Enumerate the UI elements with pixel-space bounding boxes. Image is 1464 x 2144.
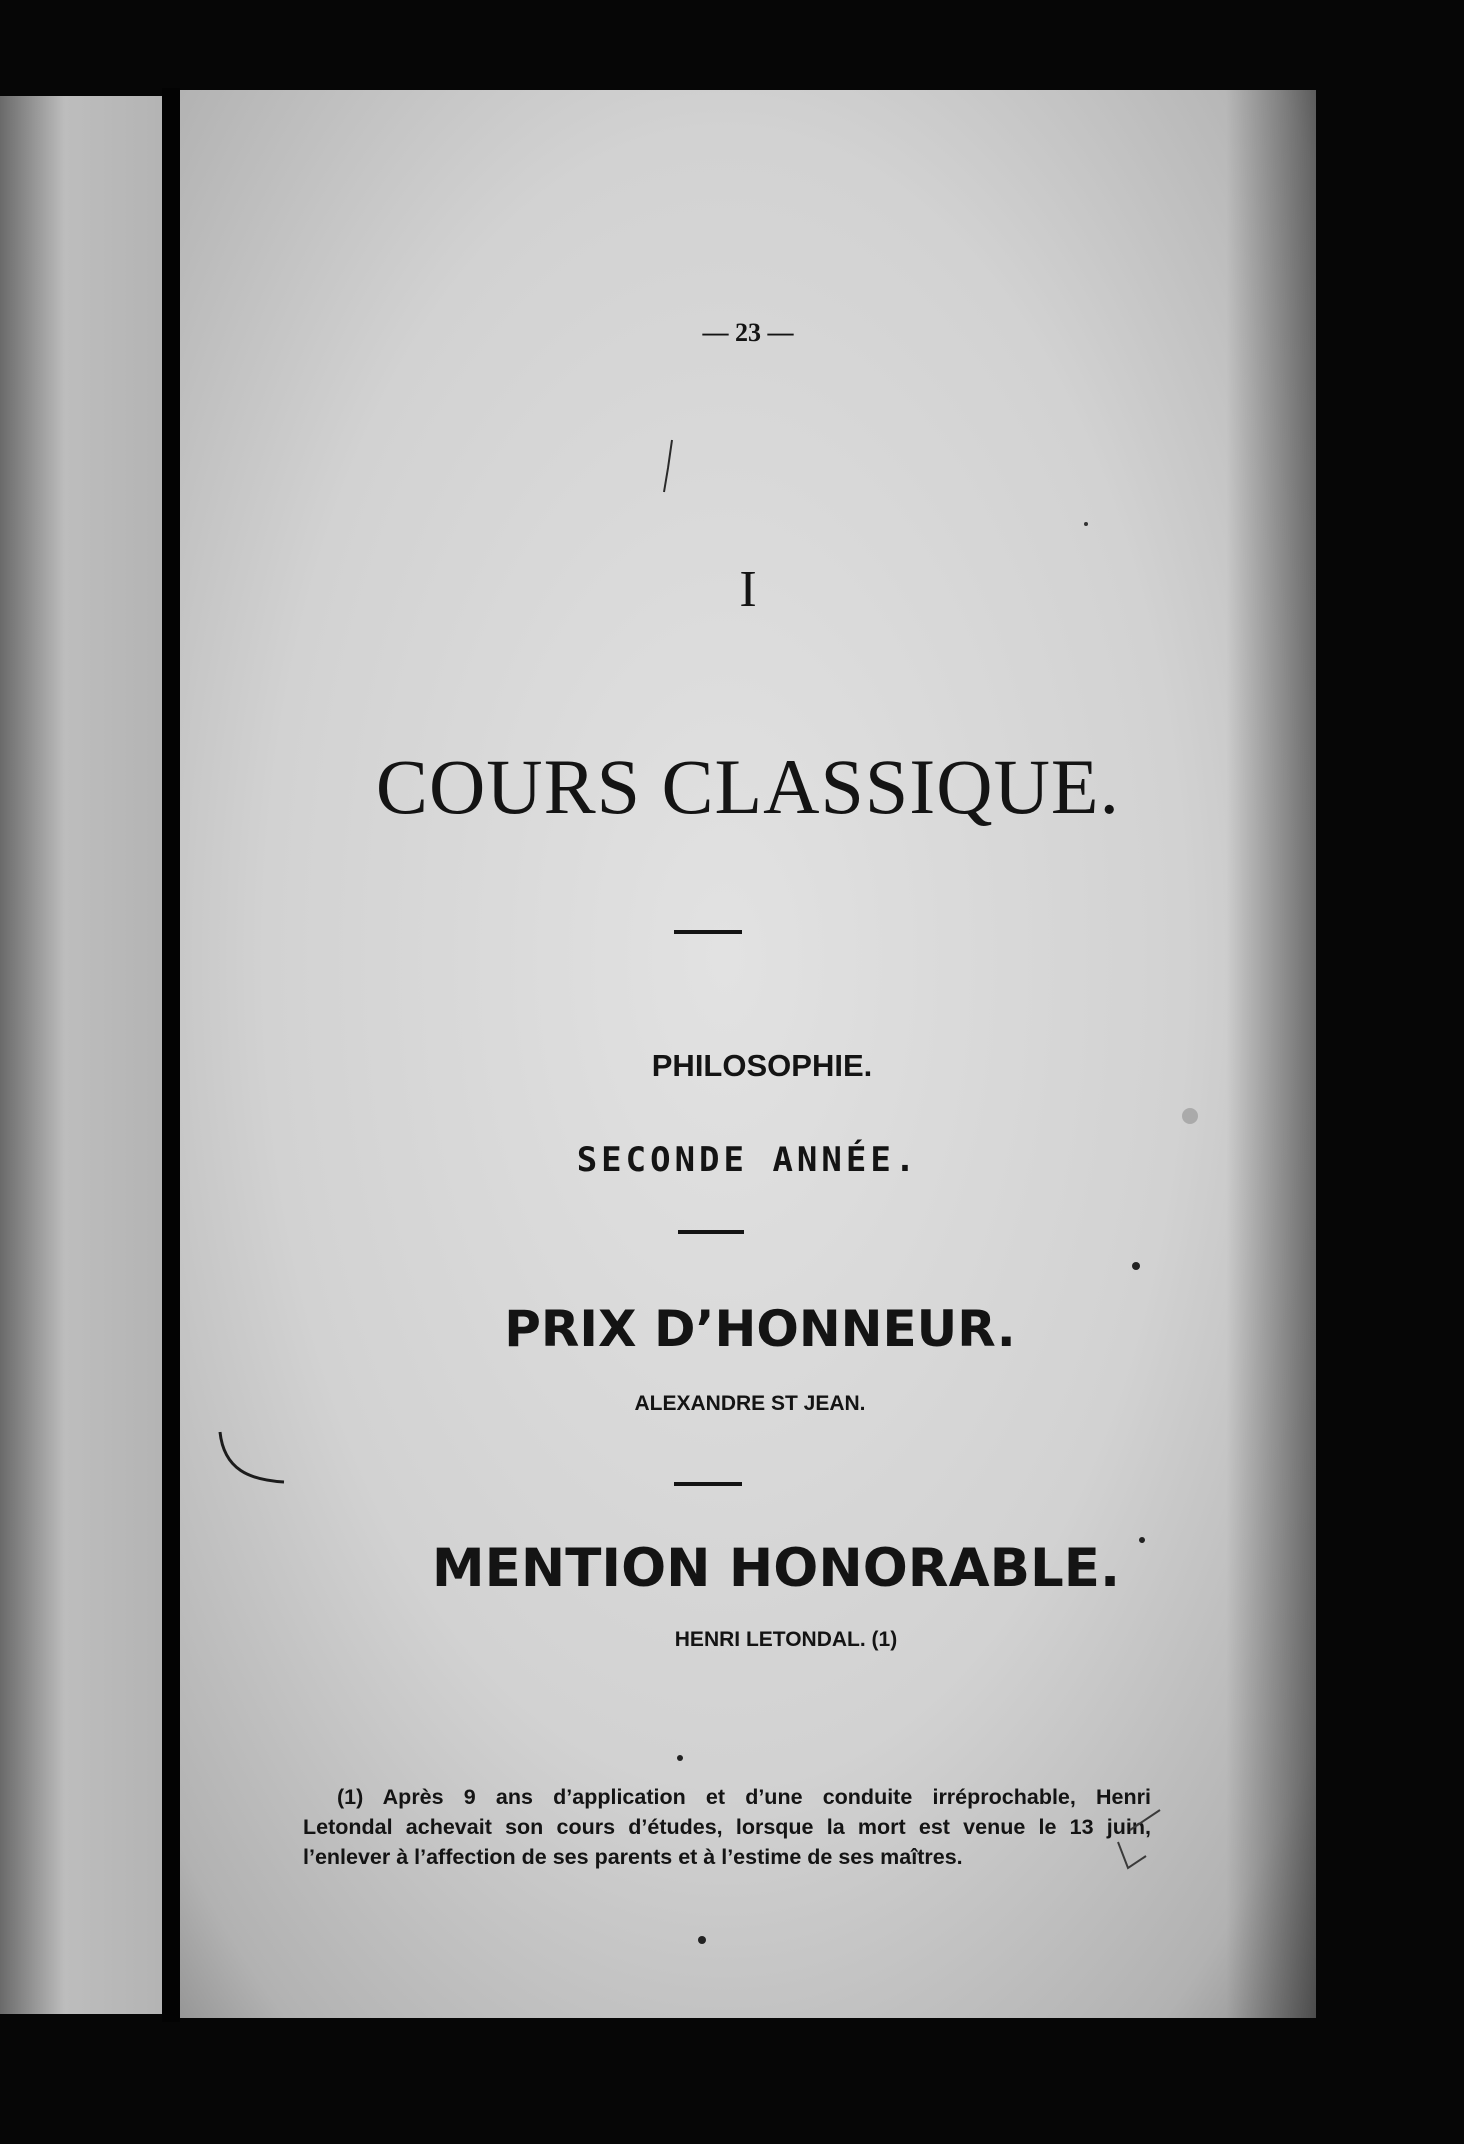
scan-marks <box>180 90 1316 2018</box>
section-numeral: I <box>739 561 757 618</box>
ink-speck <box>1084 522 1088 526</box>
ink-speck <box>1132 1262 1140 1270</box>
page-number: — 23 — <box>702 318 794 347</box>
footnote-line: Letondal achevait son cours d’études, lorsque la mort est venue le 13 juin, <box>303 1815 1151 1839</box>
pen-stroke <box>1118 1810 1160 1868</box>
mention-winner: HENRI LETONDAL. (1) <box>674 1628 898 1651</box>
footnote-line: (1) Après 9 ans d’application et d’une conduite irréprochable, Henri <box>337 1785 1151 1809</box>
main-title: COURS CLASSIQUE. <box>375 743 1121 830</box>
subject-heading: PHILOSOPHIE. <box>651 1048 873 1083</box>
book-gutter <box>162 88 180 2022</box>
prize-heading: PRIX D’HONNEUR. <box>504 1300 1016 1358</box>
ink-speck <box>1182 1108 1198 1124</box>
prize-winner: ALEXANDRE ST JEAN. <box>634 1392 866 1415</box>
year-heading: SECONDE ANNÉE. <box>576 1140 920 1180</box>
mention-heading: MENTION HONORABLE. <box>431 1538 1121 1599</box>
ink-speck <box>698 1936 706 1944</box>
pen-stroke <box>664 440 672 492</box>
book-page <box>180 90 1316 2018</box>
pen-stroke <box>220 1432 284 1482</box>
footnote-line: l’enlever à l’affection de ses parents et à l’estime de ses maîtres. <box>303 1845 963 1869</box>
ink-speck <box>677 1755 683 1761</box>
facing-page-edge <box>0 96 162 2014</box>
ink-speck <box>1139 1537 1145 1543</box>
